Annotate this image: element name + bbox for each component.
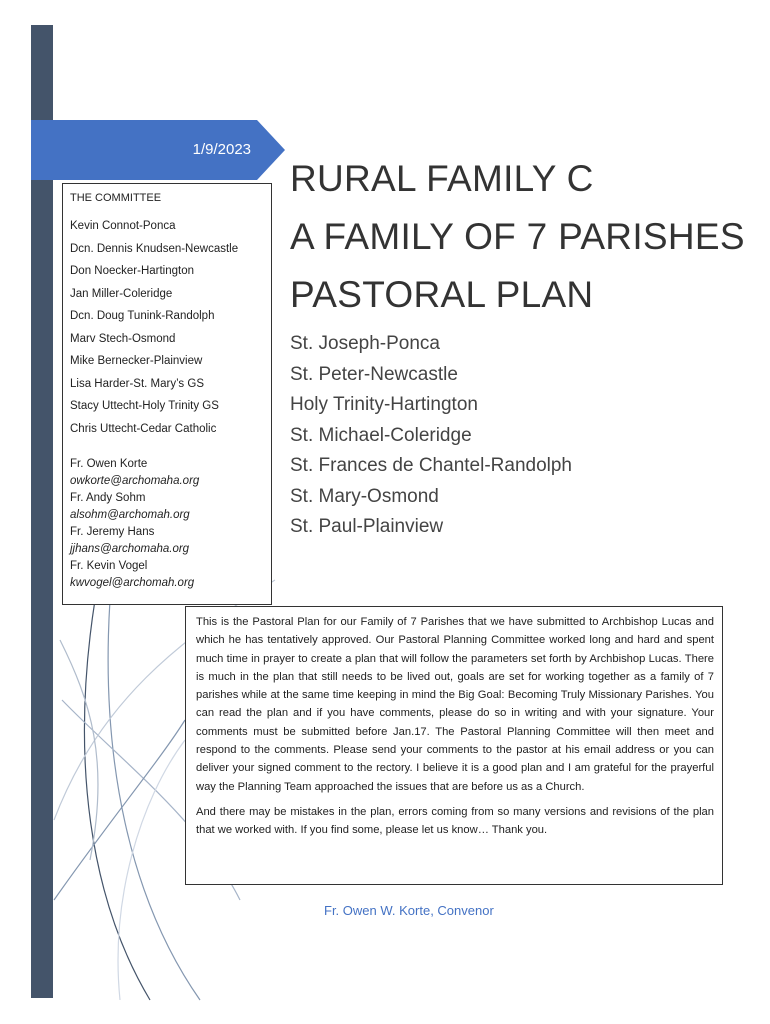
parish-item: Holy Trinity-Hartington xyxy=(290,394,478,415)
title-line-1: RURAL FAMILY C xyxy=(290,158,594,199)
priest-name: Fr. Owen Korte xyxy=(70,458,148,470)
committee-member: Dcn. Dennis Knudsen-Newcastle xyxy=(70,242,239,255)
priest-email[interactable]: kwvogel@archomah.org xyxy=(70,577,195,589)
committee-member: Mike Bernecker-Plainview xyxy=(70,355,203,367)
committee-member: Don Noecker-Hartington xyxy=(70,265,195,277)
committee-member: Lisa Harder-St. Mary’s GS xyxy=(70,377,204,390)
priest-email[interactable]: owkorte@archomaha.org xyxy=(70,475,200,487)
priest-name: Fr. Jeremy Hans xyxy=(70,526,155,538)
priest-email[interactable]: alsohm@archomah.org xyxy=(70,509,190,521)
committee-member: Chris Uttecht-Cedar Catholic xyxy=(70,422,217,435)
priest-email[interactable]: jjhans@archomaha.org xyxy=(70,543,190,555)
parish-item: St. Mary-Osmond xyxy=(290,486,439,507)
committee-member: Kevin Connot-Ponca xyxy=(70,220,176,232)
committee-member: Dcn. Doug Tunink-Randolph xyxy=(70,310,215,322)
letter-paragraph: This is the Pastoral Plan for our Family of 7 Parishes that we have submitted to Archbishop Lucas and which he has tentatively approved. Our Pastoral Planning Committee worked long and hard and spent much time in prayer to create a plan that will follow the parameters set forth by Archbishop Lucas. There is much in the plan that still needs to be lived out, goals are set for working together as a family of 7 parishes while at the same time keeping in mind the Big Goal: Becoming Truly Missionary Parishes. You can read the plan and if you have comments, please do so in writing and with your signature. Your comments must be submitted before Jan.17. The Pastoral Planning Committee will then meet and respond to the comments. Please send your comments to the pastor at his email address or you can deliver your signed comment to the rectory. I believe it is a good plan and I am grateful for the prayerful way the Planning Team approached the issues that are before us as a Church. xyxy=(196,616,714,793)
parish-item: St. Frances de Chantel-Randolph xyxy=(290,455,572,476)
committee-members xyxy=(70,215,264,440)
parish-item: St. Paul-Plainview xyxy=(290,516,444,537)
committee-title: THE COMMITTEE xyxy=(70,192,162,204)
title-line-3: PASTORAL PLAN xyxy=(290,274,594,315)
priest-contacts xyxy=(70,456,264,592)
letter-box xyxy=(185,606,723,885)
priest-name: Fr. Kevin Vogel xyxy=(70,560,148,572)
committee-member: Stacy Uttecht-Holy Trinity GS xyxy=(70,400,219,412)
signature: Fr. Owen W. Korte, Convenor xyxy=(324,903,494,918)
parish-item: St. Michael-Coleridge xyxy=(290,425,472,446)
committee-member: Jan Miller-Coleridge xyxy=(70,287,173,300)
parish-item: St. Peter-Newcastle xyxy=(290,364,458,385)
date-banner xyxy=(31,120,285,180)
letter-paragraph: And there may be mistakes in the plan, errors coming from so many versions and revisions of the plan that we worked with. If you find some, please let us know… Thank you. xyxy=(196,805,714,837)
title-line-2: A FAMILY OF 7 PARISHES xyxy=(290,216,745,257)
committee-member: Marv Stech-Osmond xyxy=(70,332,176,345)
priest-name: Fr. Andy Sohm xyxy=(70,492,146,504)
committee-box xyxy=(62,183,272,605)
date-text: 1/9/2023 xyxy=(192,141,251,158)
parish-item: St. Joseph-Ponca xyxy=(290,333,440,354)
